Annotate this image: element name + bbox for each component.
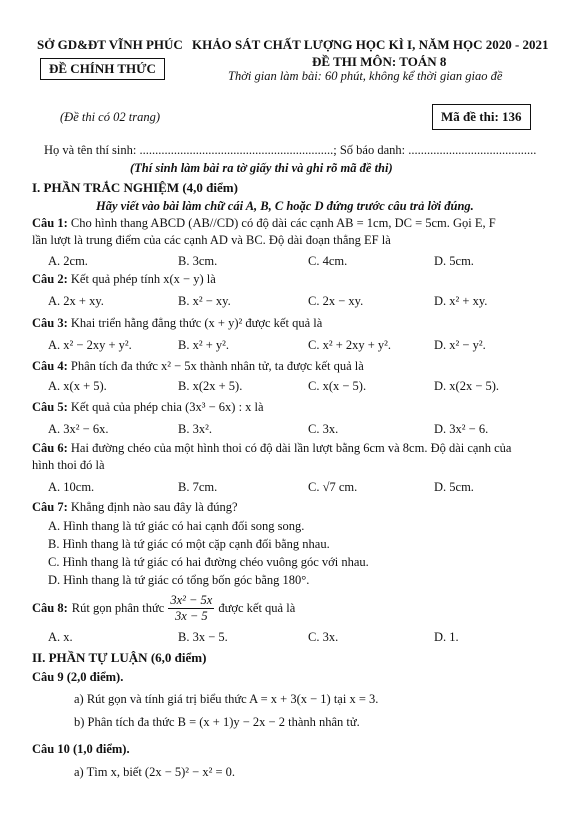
q2-option-d: D. x² + xy.: [434, 294, 488, 308]
q6-option-b: B. 7cm.: [178, 480, 218, 494]
part2-title: II. PHẦN TỰ LUẬN (6,0 điểm): [32, 650, 207, 665]
q3-option-d: D. x² − y².: [434, 338, 486, 352]
candidate-info-line: Họ và tên thí sinh: ..............................................................; Số báo danh: .........................................: [44, 143, 537, 157]
question-text: Kết quả phép tính x(x − y) là: [70, 272, 216, 286]
question-text-end: được kết quả là: [218, 600, 296, 615]
question-1: [32, 216, 496, 231]
question-9-label: Câu 9 (2,0 điểm).: [32, 670, 124, 684]
question-label: Câu 8:: [32, 600, 68, 615]
part1-title: I. PHẦN TRẮC NGHIỆM (4,0 điểm): [32, 180, 238, 195]
q1-option-d: D. 5cm.: [434, 254, 474, 268]
q3-option-a: A. x² − 2xy + y².: [48, 338, 132, 352]
q7-option-b: B. Hình thang là tứ giác có một cặp cạnh đối bằng nhau.: [48, 537, 330, 551]
question-text: Hai đường chéo của một hình thoi có độ dài lần lượt bằng 6cm và 8cm. Độ dài cạnh của: [70, 441, 512, 455]
question-6: [32, 441, 511, 456]
department-name: SỞ GD&ĐT VĨNH PHÚC: [37, 37, 183, 52]
question-3: [32, 316, 322, 331]
question-9a: a) Rút gọn và tính giá trị biểu thức A = x + 3(x − 1) tại x = 3.: [74, 692, 379, 706]
question-text: Khẳng định nào sau đây là đúng?: [70, 500, 238, 514]
q1-option-b: B. 3cm.: [178, 254, 218, 268]
question-2: [32, 272, 216, 287]
question-8: [32, 592, 295, 624]
q7-option-d: D. Hình thang là tứ giác có tổng bốn góc bằng 180°.: [48, 573, 310, 587]
q5-option-a: A. 3x² − 6x.: [48, 422, 109, 436]
q3-option-b: B. x² + y².: [178, 338, 230, 352]
question-10a: a) Tìm x, biết (2x − 5)² − x² = 0.: [74, 765, 236, 779]
q6-option-c: C. √7 cm.: [308, 480, 358, 494]
page-count-note: (Đề thi có 02 trang): [60, 110, 160, 124]
official-badge: ĐỀ CHÍNH THỨC: [40, 58, 165, 80]
fraction-denominator: 3x − 5: [174, 608, 208, 623]
q4-option-c: C. x(x − 5).: [308, 379, 367, 393]
question-label: Câu 4:: [32, 359, 68, 373]
q5-option-c: C. 3x.: [308, 422, 339, 436]
q5-option-b: B. 3x².: [178, 422, 212, 436]
q8-option-a: A. x.: [48, 630, 73, 644]
question-1-cont: lần lượt là trung điểm của các cạnh AD và BC. Độ dài đoạn thẳng EF là: [32, 233, 391, 247]
exam-time: Thời gian làm bài: 60 phút, không kể thời gian giao đề: [228, 69, 503, 83]
question-label: Câu 6:: [32, 441, 68, 455]
question-label: Câu 2:: [32, 272, 68, 286]
question-label: Câu 1:: [32, 216, 68, 230]
q8-option-d: D. 1.: [434, 630, 459, 644]
candidate-note: (Thí sinh làm bài ra tờ giấy thi và ghi rõ mã đề thi): [130, 161, 393, 175]
question-text: Kết quả của phép chia (3x³ − 6x) : x là: [70, 400, 264, 414]
q2-option-a: A. 2x + xy.: [48, 294, 104, 308]
q8-option-c: C. 3x.: [308, 630, 339, 644]
q3-option-c: C. x² + 2xy + y².: [308, 338, 392, 352]
question-7: [32, 500, 238, 515]
fraction: [168, 593, 214, 624]
exam-subject: ĐỀ THI MÔN: TOÁN 8: [312, 54, 447, 69]
question-5: [32, 400, 264, 415]
question-6-cont: hình thoi đó là: [32, 458, 105, 472]
q2-option-b: B. x² − xy.: [178, 294, 231, 308]
q8-option-b: B. 3x − 5.: [178, 630, 228, 644]
fraction-numerator: 3x² − 5x: [170, 592, 213, 607]
question-label: Câu 3:: [32, 316, 68, 330]
question-label: Câu 7:: [32, 500, 68, 514]
part1-instruction: Hãy viết vào bài làm chữ cái A, B, C hoặc D đứng trước câu trả lời đúng.: [96, 199, 474, 213]
question-text: Cho hình thang ABCD (AB//CD) có độ dài các cạnh AB = 1cm, DC = 5cm. Gọi E, F: [70, 216, 496, 230]
q1-option-a: A. 2cm.: [48, 254, 88, 268]
q6-option-d: D. 5cm.: [434, 480, 474, 494]
question-text: Khai triển hằng đẳng thức (x + y)² được kết quả là: [70, 316, 323, 330]
exam-code-box: Mã đề thi: 136: [432, 104, 531, 130]
question-9b: b) Phân tích đa thức B = (x + 1)y − 2x − 2 thành nhân tử.: [74, 715, 360, 729]
q5-option-d: D. 3x² − 6.: [434, 422, 489, 436]
q1-option-c: C. 4cm.: [308, 254, 348, 268]
q2-option-c: C. 2x − xy.: [308, 294, 364, 308]
q4-option-b: B. x(2x + 5).: [178, 379, 243, 393]
question-4: [32, 359, 364, 374]
q4-option-d: D. x(2x − 5).: [434, 379, 500, 393]
question-text: Rút gọn phân thức: [71, 600, 165, 615]
exam-title: KHẢO SÁT CHẤT LƯỢNG HỌC KÌ I, NĂM HỌC 2020 - 2021: [192, 37, 549, 52]
q7-option-a: A. Hình thang là tứ giác có hai cạnh đối song song.: [48, 519, 305, 533]
question-10-label: Câu 10 (1,0 điểm).: [32, 742, 130, 756]
q7-option-c: C. Hình thang là tứ giác có hai đường chéo vuông góc với nhau.: [48, 555, 369, 569]
q4-option-a: A. x(x + 5).: [48, 379, 107, 393]
question-label: Câu 5:: [32, 400, 68, 414]
q6-option-a: A. 10cm.: [48, 480, 95, 494]
question-text: Phân tích đa thức x² − 5x thành nhân tử, ta được kết quả là: [70, 359, 364, 373]
